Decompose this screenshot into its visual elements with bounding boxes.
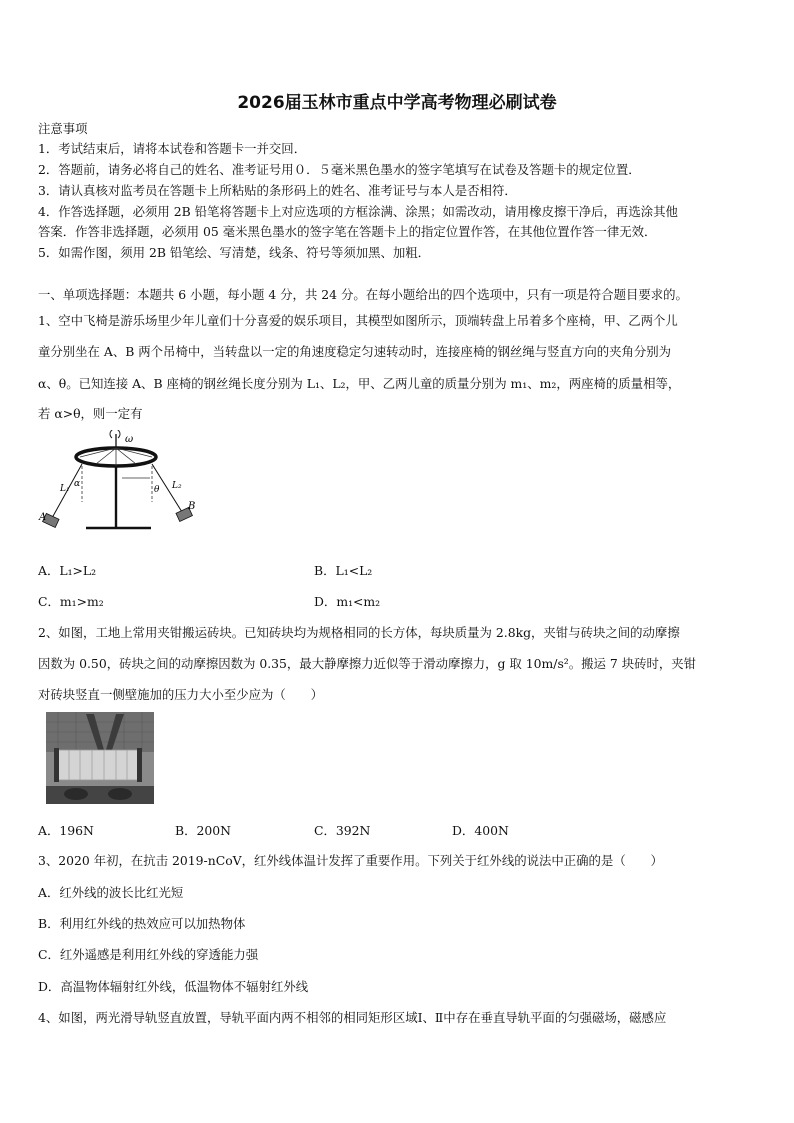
q1-stem-line: 童分别坐在 A、B 两个吊椅中，当转盘以一定的角速度稳定匀速转动时，连接座椅的钢丝绳与竖直方向的夹角分别为 xyxy=(38,344,672,359)
q1-option-b: B．L₁<L₂ xyxy=(314,563,373,578)
B-label: B xyxy=(188,501,196,512)
q3-option-b: B．利用红外线的热效应可以加热物体 xyxy=(38,916,246,931)
theta-label: θ xyxy=(154,485,160,495)
q3-stem: 3、2020 年初，在抗击 2019-nCoV，红外线体温计发挥了重要作用。下列关于红外线的说法中正确的是（ ） xyxy=(38,853,663,868)
alpha-label: α xyxy=(74,479,81,489)
notice-item: 2．答题前，请务必将自己的姓名、准考证号用０．５毫米黑色墨水的签字笔填写在试卷及答题卡的规定位置． xyxy=(38,162,641,177)
q2-option-c: C．392N xyxy=(314,823,371,838)
notice-item: 答案．作答非选择题，必须用 05 毫米黑色墨水的签字笔在答题卡上的指定位置作答，在其他位置作答一律无效． xyxy=(38,224,657,239)
q2-option-b: B．200N xyxy=(175,823,231,838)
L1-label: L₁ xyxy=(60,484,70,494)
q3-option-c: C．红外遥感是利用红外线的穿透能力强 xyxy=(38,947,259,962)
q2-stem-line: 2、如图，工地上常用夹钳搬运砖块。已知砖块均为规格相同的长方体，每块质量为 2.8kg，夹钳与砖块之间的动摩擦 xyxy=(38,625,680,640)
notice-item: 1．考试结束后，请将本试卷和答题卡一并交回． xyxy=(38,141,307,156)
q3-option-d: D．高温物体辐射红外线，低温物体不辐射红外线 xyxy=(38,979,309,994)
brick-clamp-photo xyxy=(46,712,154,804)
section-heading: 一、单项选择题：本题共 6 小题，每小题 4 分，共 24 分。在每小题给出的四个选项中，只有一项是符合题目要求的。 xyxy=(38,287,688,302)
q1-option-a: A．L₁>L₂ xyxy=(38,563,97,578)
A-label: A xyxy=(39,512,47,523)
q2-option-d: D．400N xyxy=(452,823,509,838)
notice-item: 3．请认真核对监考员在答题卡上所粘贴的条形码上的姓名、准考证号与本人是否相符． xyxy=(38,183,517,198)
q1-stem-line: 若 α>θ，则一定有 xyxy=(38,406,143,421)
q2-option-a: A．196N xyxy=(38,823,94,838)
q2-stem-line: 对砖块竖直一侧壁施加的压力大小至少应为（ ） xyxy=(38,687,323,702)
q1-option-d: D．m₁<m₂ xyxy=(314,594,381,609)
q1-option-c: C．m₁>m₂ xyxy=(38,594,104,609)
L2-label: L₂ xyxy=(172,481,182,491)
q2-stem-line: 因数为 0.50，砖块之间的动摩擦因数为 0.35，最大静摩擦力近似等于滑动摩擦力，g 取 10m/s²。搬运 7 块砖时，夹钳 xyxy=(38,656,697,671)
q1-stem-line: α、θ。已知连接 A、B 座椅的钢丝绳长度分别为 L₁、L₂，甲、乙两儿童的质量分别为 m₁、m₂，两座椅的质量相等， xyxy=(38,376,681,391)
q4-stem: 4、如图，两光滑导轨竖直放置，导轨平面内两不相邻的相同矩形区域Ⅰ、Ⅱ中存在垂直导轨平面的匀强磁场，磁感应 xyxy=(38,1010,667,1025)
q3-option-a: A．红外线的波长比红光短 xyxy=(38,885,184,900)
notice-item: 5．如需作图，须用 2B 铅笔绘、写清楚，线条、符号等须加黑、加粗． xyxy=(38,245,431,260)
notice-heading: 注意事项 xyxy=(38,121,88,136)
flying-chair-figure xyxy=(36,430,211,542)
omega-label: ω xyxy=(125,434,134,445)
notice-item: 4．作答选择题，必须用 2B 铅笔将答题卡上对应选项的方框涂满、涂黑；如需改动，请用橡皮擦干净后，再选涂其他 xyxy=(38,204,678,219)
q1-stem-line: 1、空中飞椅是游乐场里少年儿童们十分喜爱的娱乐项目，其模型如图所示，顶端转盘上吊着多个座椅，甲、乙两个儿 xyxy=(38,313,678,328)
page-title: 2026届玉林市重点中学高考物理必刷试卷 xyxy=(237,93,557,113)
